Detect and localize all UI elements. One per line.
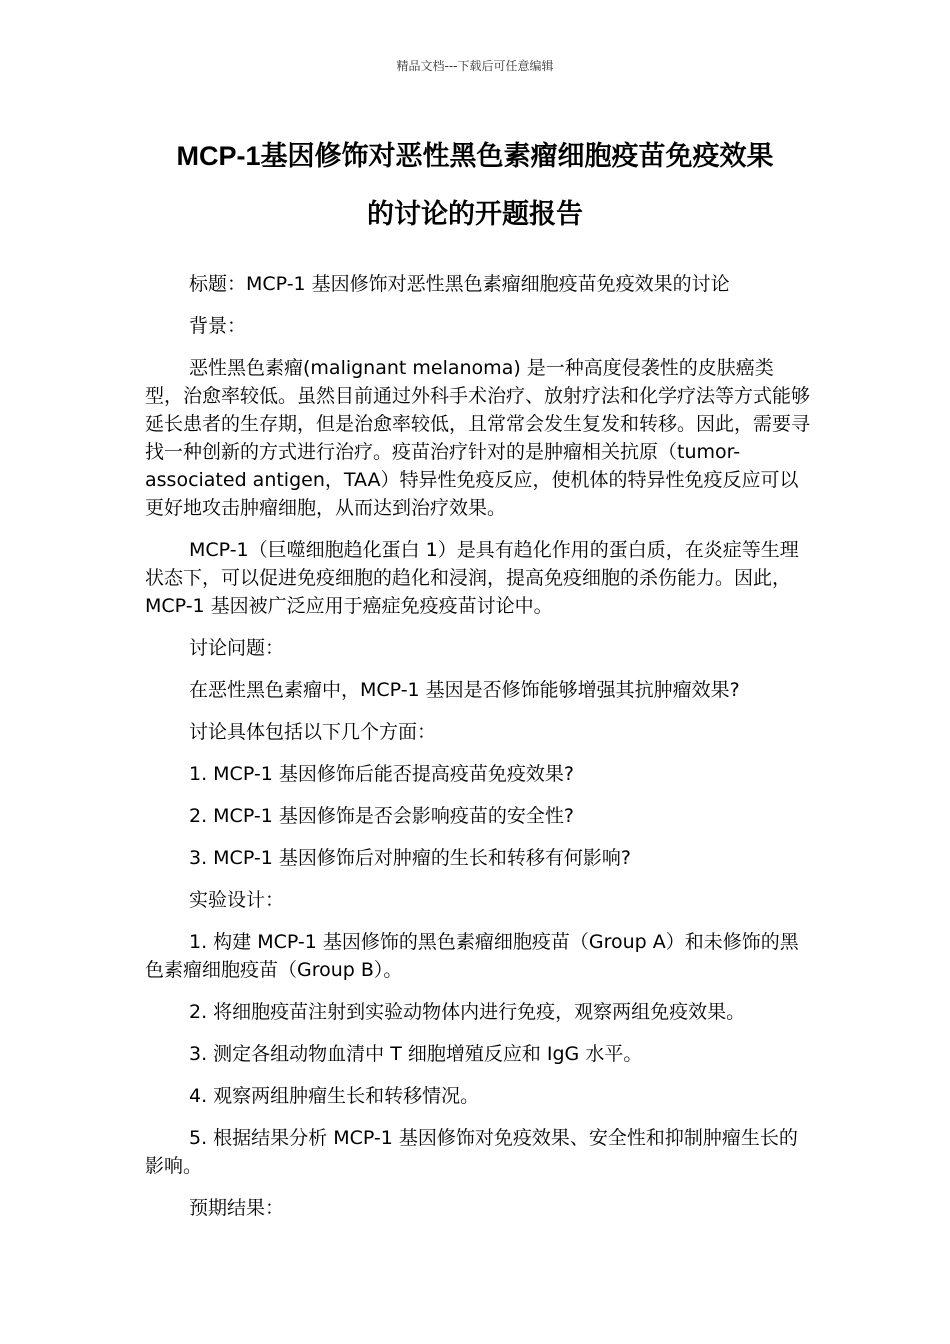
paragraph-aspects-intro: 讨论具体包括以下几个方面：: [189, 721, 437, 743]
paragraph-background-heading: 背景：: [189, 315, 247, 337]
paragraph-main-question: 在恶性黑色素瘤中，MCP-1 基因是否修饰能够增强其抗肿瘤效果?: [189, 679, 740, 701]
page-header-note: 精品文档---下载后可任意编辑: [396, 59, 554, 73]
paragraph-design-step-5: 5. 根据结果分析 MCP-1 基因修饰对免疫效果、安全性和抑制肿瘤生长的影响。: [145, 1127, 798, 1177]
paragraph-question-1: 1. MCP-1 基因修饰后能否提高疫苗免疫效果?: [189, 763, 574, 785]
document-title-line-2: 的讨论的开题报告: [367, 199, 583, 229]
paragraph-question-3: 3. MCP-1 基因修饰后对肿瘤的生长和转移有何影响?: [189, 847, 631, 869]
paragraph-background-mcp1: MCP-1（巨噬细胞趋化蛋白 1）是具有趋化作用的蛋白质，在炎症等生理状态下，可以促进免疫细胞的趋化和浸润，提高免疫细胞的杀伤能力。因此，MCP-1 基因被广泛应用于癌症免疫疫苗讨论中。: [145, 539, 799, 617]
paragraph-questions-heading: 讨论问题：: [189, 637, 285, 659]
paragraph-design-step-3: 3. 测定各组动物血清中 T 细胞增殖反应和 IgG 水平。: [189, 1043, 643, 1065]
paragraph-design-step-1: 1. 构建 MCP-1 基因修饰的黑色素瘤细胞疫苗（Group A）和未修饰的黑色素瘤细胞疫苗（Group B）。: [145, 931, 799, 981]
paragraph-design-step-2: 2. 将细胞疫苗注射到实验动物体内进行免疫，观察两组免疫效果。: [189, 1001, 746, 1023]
paragraph-expected-results-heading: 预期结果：: [189, 1197, 285, 1219]
paragraph-design-heading: 实验设计：: [189, 889, 285, 911]
document-title-line-1: MCP-1基因修饰对恶性黑色素瘤细胞疫苗免疫效果: [176, 141, 774, 171]
paragraph-design-step-4: 4. 观察两组肿瘤生长和转移情况。: [189, 1085, 480, 1107]
paragraph-topic: 标题：MCP-1 基因修饰对恶性黑色素瘤细胞疫苗免疫效果的讨论: [189, 273, 730, 295]
paragraph-question-2: 2. MCP-1 基因修饰是否会影响疫苗的安全性?: [189, 805, 574, 827]
paragraph-background-melanoma: 恶性黑色素瘤(malignant melanoma) 是一种高度侵袭性的皮肤癌类型，治愈率较低。虽然目前通过外科手术治疗、放射疗法和化学疗法等方式能够延长患者的生存期，但是治愈率较低，且常常会发生复发和转移。因此，需要寻找一种创新的方式进行治疗。疫苗治疗针对的是肿瘤相关抗原（tumor-associated antigen，TAA）特异性免疫反应，使机体的特异性免疫反应可以更好地攻击肿瘤细胞，从而达到治疗效果。: [145, 357, 811, 519]
document-body: [145, 270, 810, 1236]
